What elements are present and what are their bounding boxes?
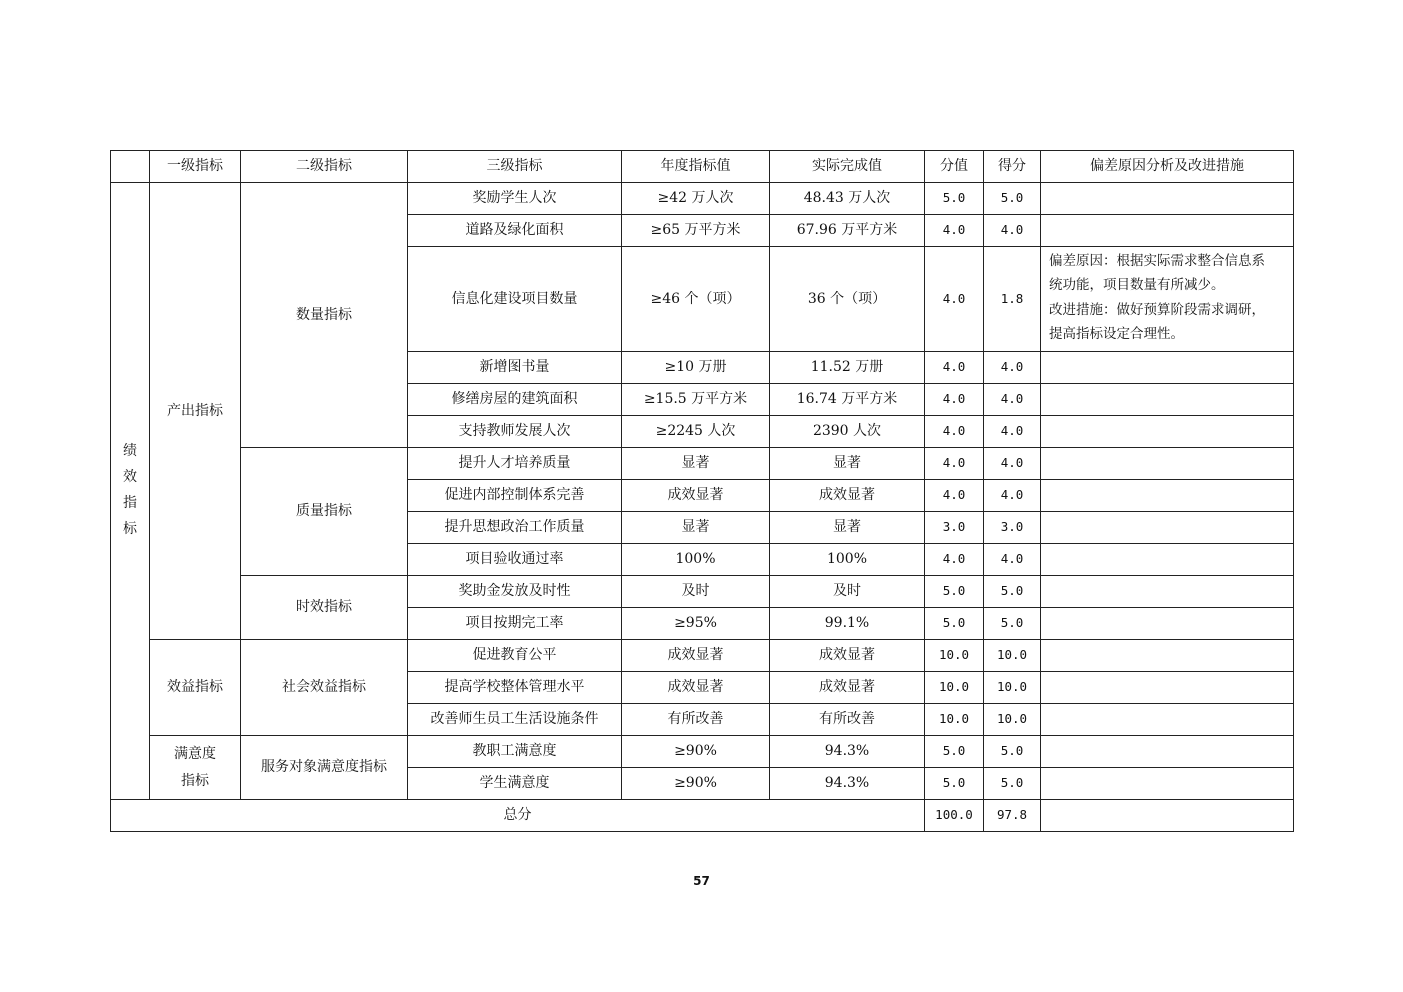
target-cell: 有所改善 xyxy=(622,704,770,736)
indicator-cell: 修缮房屋的建筑面积 xyxy=(408,384,622,416)
header-level1: 一级指标 xyxy=(150,151,241,183)
note-cell xyxy=(1041,576,1294,608)
actual-cell: 及时 xyxy=(770,576,925,608)
score-cell: 4.0 xyxy=(984,480,1041,512)
group-satisfaction-indicator: 满意度 指标 xyxy=(150,736,241,800)
group-benefit-indicator: 效益指标 xyxy=(150,640,241,736)
indicator-cell: 奖励学生人次 xyxy=(408,183,622,215)
table-row xyxy=(111,736,1294,768)
weight-cell: 4.0 xyxy=(925,352,984,384)
weight-cell: 10.0 xyxy=(925,672,984,704)
score-cell: 4.0 xyxy=(984,215,1041,247)
weight-cell: 5.0 xyxy=(925,183,984,215)
weight-cell: 4.0 xyxy=(925,416,984,448)
group-social-benefit-indicator: 社会效益指标 xyxy=(241,640,408,736)
indicator-cell: 提升思想政治工作质量 xyxy=(408,512,622,544)
target-cell: ≥15.5 万平方米 xyxy=(622,384,770,416)
deviation-note-line: 改进措施：做好预算阶段需求调研， xyxy=(1049,301,1265,318)
actual-cell: 36 个（项） xyxy=(770,247,925,352)
target-cell: 成效显著 xyxy=(622,640,770,672)
weight-cell: 10.0 xyxy=(925,640,984,672)
target-cell: ≥2245 人次 xyxy=(622,416,770,448)
indicator-cell: 新增图书量 xyxy=(408,352,622,384)
actual-cell: 11.52 万册 xyxy=(770,352,925,384)
indicator-cell: 支持教师发展人次 xyxy=(408,416,622,448)
weight-cell: 5.0 xyxy=(925,608,984,640)
score-cell: 3.0 xyxy=(984,512,1041,544)
score-cell: 5.0 xyxy=(984,768,1041,800)
note-cell xyxy=(1041,704,1294,736)
target-cell: 及时 xyxy=(622,576,770,608)
note-cell xyxy=(1041,183,1294,215)
weight-cell: 5.0 xyxy=(925,576,984,608)
note-cell xyxy=(1041,384,1294,416)
indicator-cell: 改善师生员工生活设施条件 xyxy=(408,704,622,736)
note-cell xyxy=(1041,608,1294,640)
actual-cell: 2390 人次 xyxy=(770,416,925,448)
note-cell xyxy=(1041,512,1294,544)
indicator-cell: 项目按期完工率 xyxy=(408,608,622,640)
header-actual-value: 实际完成值 xyxy=(770,151,925,183)
score-cell: 5.0 xyxy=(984,576,1041,608)
indicator-cell: 提高学校整体管理水平 xyxy=(408,672,622,704)
table-row xyxy=(111,576,1294,608)
total-note xyxy=(1041,800,1294,832)
weight-cell: 4.0 xyxy=(925,480,984,512)
table-row xyxy=(111,183,1294,215)
group-quantity-indicator: 数量指标 xyxy=(241,183,408,448)
note-cell xyxy=(1041,672,1294,704)
note-cell xyxy=(1041,416,1294,448)
score-cell: 5.0 xyxy=(984,736,1041,768)
weight-cell: 5.0 xyxy=(925,736,984,768)
group-output-indicator: 产出指标 xyxy=(150,183,241,640)
target-cell: ≥95% xyxy=(622,608,770,640)
weight-cell: 4.0 xyxy=(925,544,984,576)
weight-cell: 4.0 xyxy=(925,448,984,480)
group-service-satisfaction-indicator: 服务对象满意度指标 xyxy=(241,736,408,800)
total-label: 总分 xyxy=(111,800,925,832)
score-cell: 4.0 xyxy=(984,416,1041,448)
deviation-note-line: 提高指标设定合理性。 xyxy=(1049,325,1184,342)
score-cell: 10.0 xyxy=(984,640,1041,672)
note-cell xyxy=(1041,736,1294,768)
target-cell: ≥90% xyxy=(622,768,770,800)
actual-cell: 有所改善 xyxy=(770,704,925,736)
total-row xyxy=(111,800,1294,832)
actual-cell: 48.43 万人次 xyxy=(770,183,925,215)
indicator-cell: 道路及绿化面积 xyxy=(408,215,622,247)
weight-cell: 3.0 xyxy=(925,512,984,544)
target-cell: ≥42 万人次 xyxy=(622,183,770,215)
group-timeliness-indicator: 时效指标 xyxy=(241,576,408,640)
note-cell xyxy=(1041,640,1294,672)
score-cell: 4.0 xyxy=(984,352,1041,384)
actual-cell: 94.3% xyxy=(770,736,925,768)
target-cell: 显著 xyxy=(622,512,770,544)
actual-cell: 显著 xyxy=(770,512,925,544)
score-cell: 4.0 xyxy=(984,448,1041,480)
deviation-note-line: 统功能，项目数量有所减少。 xyxy=(1049,277,1225,294)
header-deviation-analysis: 偏差原因分析及改进措施 xyxy=(1041,151,1294,183)
header-blank xyxy=(111,151,150,183)
actual-cell: 67.96 万平方米 xyxy=(770,215,925,247)
score-cell: 4.0 xyxy=(984,384,1041,416)
header-annual-target: 年度指标值 xyxy=(622,151,770,183)
group-performance-indicator: 绩 效 指 标 xyxy=(111,183,150,800)
deviation-note-cell xyxy=(1041,247,1294,352)
indicator-cell: 提升人才培养质量 xyxy=(408,448,622,480)
target-cell: 成效显著 xyxy=(622,480,770,512)
actual-cell: 成效显著 xyxy=(770,640,925,672)
note-cell xyxy=(1041,768,1294,800)
table-header-row xyxy=(111,151,1294,183)
note-cell xyxy=(1041,480,1294,512)
target-cell: 100% xyxy=(622,544,770,576)
table-row xyxy=(111,448,1294,480)
performance-indicator-table xyxy=(110,150,1294,832)
header-score-weight: 分值 xyxy=(925,151,984,183)
score-cell: 5.0 xyxy=(984,608,1041,640)
table-row xyxy=(111,640,1294,672)
weight-cell: 5.0 xyxy=(925,768,984,800)
actual-cell: 显著 xyxy=(770,448,925,480)
actual-cell: 成效显著 xyxy=(770,480,925,512)
score-cell: 10.0 xyxy=(984,672,1041,704)
indicator-cell: 项目验收通过率 xyxy=(408,544,622,576)
total-weight: 100.0 xyxy=(925,800,984,832)
weight-cell: 4.0 xyxy=(925,384,984,416)
weight-cell: 4.0 xyxy=(925,215,984,247)
actual-cell: 94.3% xyxy=(770,768,925,800)
actual-cell: 99.1% xyxy=(770,608,925,640)
indicator-cell: 促进内部控制体系完善 xyxy=(408,480,622,512)
indicator-cell: 促进教育公平 xyxy=(408,640,622,672)
score-cell: 10.0 xyxy=(984,704,1041,736)
indicator-cell: 教职工满意度 xyxy=(408,736,622,768)
score-cell: 4.0 xyxy=(984,544,1041,576)
note-cell xyxy=(1041,352,1294,384)
header-score-obtained: 得分 xyxy=(984,151,1041,183)
note-cell xyxy=(1041,544,1294,576)
deviation-note-line: 偏差原因：根据实际需求整合信息系 xyxy=(1049,253,1265,269)
indicator-cell: 学生满意度 xyxy=(408,768,622,800)
target-cell: 成效显著 xyxy=(622,672,770,704)
actual-cell: 成效显著 xyxy=(770,672,925,704)
target-cell: ≥65 万平方米 xyxy=(622,215,770,247)
weight-cell: 4.0 xyxy=(925,247,984,352)
note-cell xyxy=(1041,448,1294,480)
score-cell: 1.8 xyxy=(984,247,1041,352)
group-quality-indicator: 质量指标 xyxy=(241,448,408,576)
target-cell: ≥10 万册 xyxy=(622,352,770,384)
score-cell: 5.0 xyxy=(984,183,1041,215)
page-number: 57 xyxy=(693,874,710,888)
note-cell xyxy=(1041,215,1294,247)
target-cell: ≥46 个（项） xyxy=(622,247,770,352)
weight-cell: 10.0 xyxy=(925,704,984,736)
indicator-cell: 奖助金发放及时性 xyxy=(408,576,622,608)
actual-cell: 16.74 万平方米 xyxy=(770,384,925,416)
actual-cell: 100% xyxy=(770,544,925,576)
target-cell: ≥90% xyxy=(622,736,770,768)
target-cell: 显著 xyxy=(622,448,770,480)
total-score: 97.8 xyxy=(984,800,1041,832)
indicator-cell: 信息化建设项目数量 xyxy=(408,247,622,352)
header-level3: 三级指标 xyxy=(408,151,622,183)
header-level2: 二级指标 xyxy=(241,151,408,183)
